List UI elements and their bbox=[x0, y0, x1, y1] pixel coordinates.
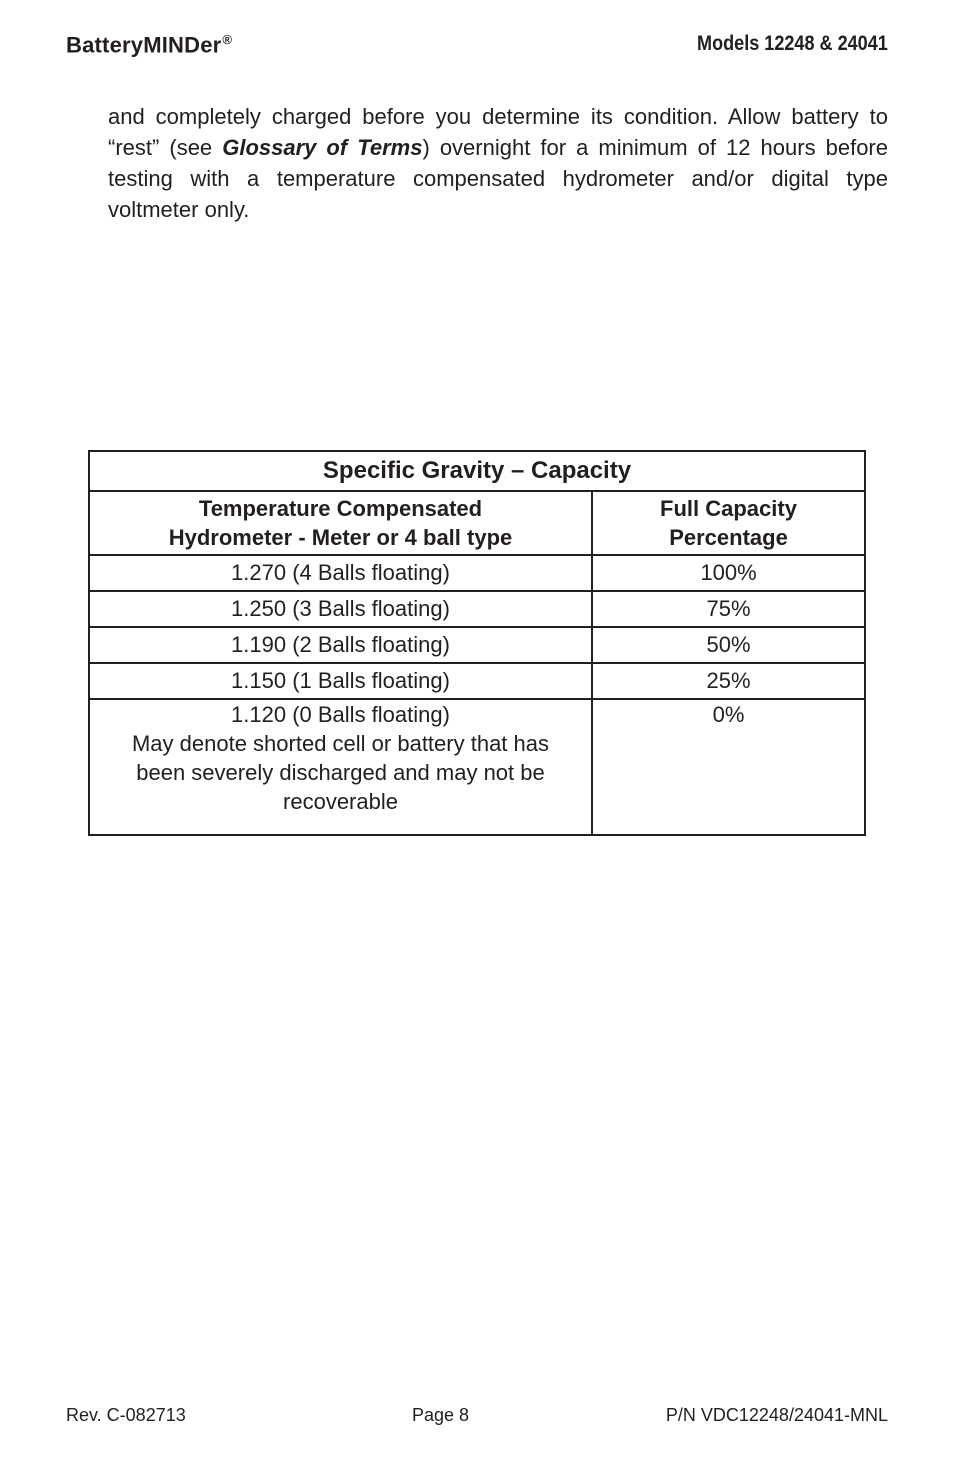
percentage-cell: 75% bbox=[592, 591, 865, 627]
reading-note: recoverable bbox=[283, 789, 398, 814]
intro-paragraph bbox=[108, 101, 888, 225]
table-row bbox=[89, 555, 865, 591]
reading-cell: 1.190 (2 Balls floating) bbox=[89, 627, 592, 663]
percentage-cell: 25% bbox=[592, 663, 865, 699]
reading-cell: 1.270 (4 Balls floating) bbox=[89, 555, 592, 591]
percentage-cell: 50% bbox=[592, 627, 865, 663]
part-number: P/N VDC12248/24041-MNL bbox=[665, 1405, 888, 1425]
reading-cell bbox=[89, 699, 592, 835]
percentage-cell: 0% bbox=[592, 699, 865, 835]
registered-mark: ® bbox=[222, 32, 233, 47]
models-label: Models 12248 & 24041 bbox=[697, 32, 888, 55]
intro-text-start: and completely charged before you determine its condition. Allow battery to “rest” (see bbox=[108, 104, 888, 160]
column-header-reading: Temperature Compensated Hydrometer - Meter or 4 ball type bbox=[89, 491, 592, 555]
brand-name: BatteryMINDer® bbox=[66, 32, 233, 58]
reading-value: 1.120 (0 Balls floating) bbox=[231, 702, 450, 727]
revision-label: Rev. C-082713 bbox=[66, 1405, 186, 1425]
table-header-row bbox=[89, 491, 865, 555]
table-row bbox=[89, 663, 865, 699]
table-title-row bbox=[89, 451, 865, 491]
table-title: Specific Gravity – Capacity bbox=[89, 451, 865, 491]
intro-text-end: ) overnight for a minimum of 12 hours before testing with a temperature compensated hydrometer and/or digital type voltmeter only. bbox=[108, 135, 888, 222]
page-header bbox=[66, 28, 888, 64]
column-header-percentage: Full Capacity Percentage bbox=[592, 491, 865, 555]
reading-cell: 1.150 (1 Balls floating) bbox=[89, 663, 592, 699]
reading-note: been severely discharged and may not be bbox=[136, 760, 545, 785]
percentage-cell: 100% bbox=[592, 555, 865, 591]
table-row bbox=[89, 591, 865, 627]
table-row bbox=[89, 627, 865, 663]
reading-note: May denote shorted cell or battery that has bbox=[131, 731, 549, 756]
page-number: Page 8 bbox=[412, 1405, 470, 1425]
specific-gravity-table bbox=[88, 450, 866, 836]
glossary-reference: Glossary of Terms bbox=[222, 135, 423, 160]
table-row bbox=[89, 699, 865, 835]
reading-cell: 1.250 (3 Balls floating) bbox=[89, 591, 592, 627]
